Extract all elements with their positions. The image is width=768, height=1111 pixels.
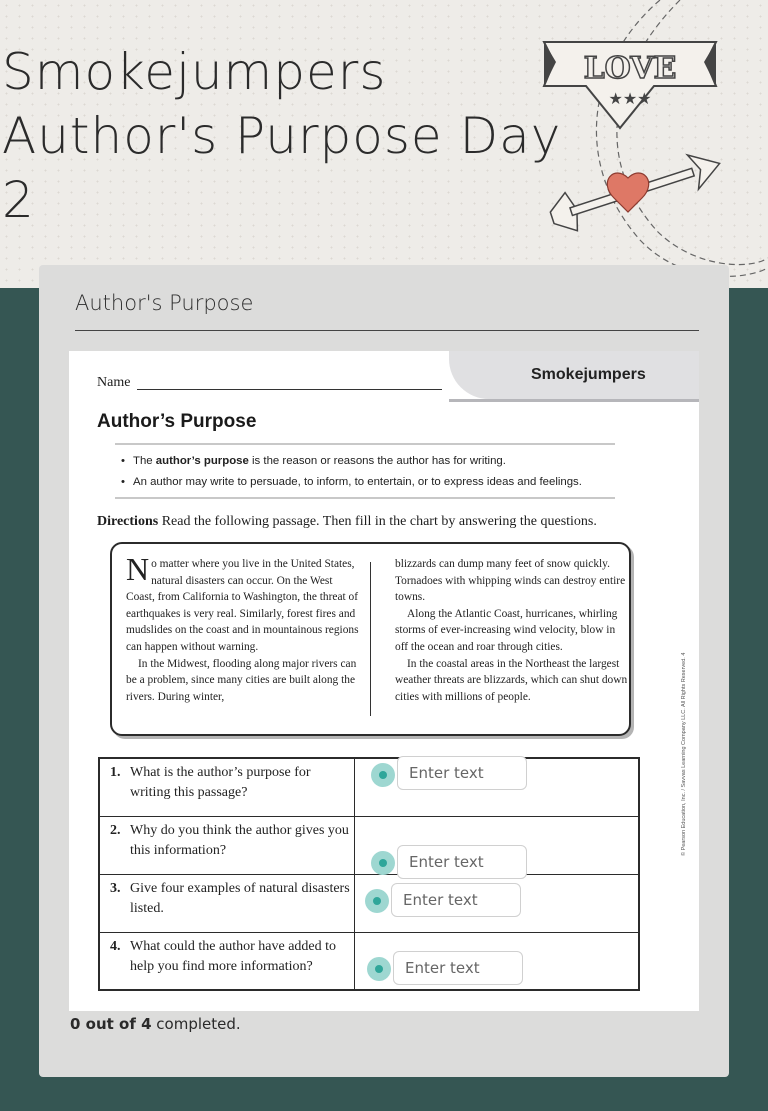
directions: Directions Read the following passage. Then fill in the chart by answering the questions.	[97, 514, 597, 529]
question-table	[98, 757, 640, 991]
answer-3-field[interactable]	[391, 883, 521, 917]
definition-bullet: • The author’s purpose is the reason or reasons the author has for writing.	[121, 455, 506, 467]
question-1: 1. What is the author’s purpose for writing this passage?	[110, 765, 311, 800]
heading-divider	[75, 330, 699, 331]
worksheet-title: Author’s Purpose	[97, 411, 257, 432]
activity-card	[39, 265, 729, 1077]
page-title: Smokejumpers Author's Purpose Day 2	[2, 43, 562, 229]
answer-2-hotspot[interactable]	[371, 851, 395, 875]
name-label: Name	[97, 375, 131, 390]
completion-status: 0 out of 4 completed.	[70, 1015, 241, 1033]
definition-bullet: • An author may write to persuade, to inform, to entertain, or to express ideas and feelings.	[121, 476, 582, 488]
name-line	[137, 389, 442, 390]
answer-1-hotspot[interactable]	[371, 763, 395, 787]
worksheet-tab-rule	[449, 399, 699, 402]
passage-divider	[370, 562, 371, 716]
heart-arrow-icon	[530, 0, 768, 285]
answer-1-field[interactable]	[397, 756, 527, 790]
worksheet-rule-bottom	[115, 497, 615, 499]
answer-4-hotspot[interactable]	[367, 957, 391, 981]
table-row	[100, 817, 638, 875]
question-2: 2. Why do you think the author gives you this information?	[110, 823, 349, 858]
answer-4-field[interactable]	[393, 951, 523, 985]
passage-column-left: No matter where you live in the United States, natural disasters can occur. On the West Coast, from California to Washington, the threat of earthquakes is very real. Similarly, forest fires and mudslides on the coast and in mountainous regions can happen without warning. In the Midwest, flooding along major rivers can be a problem, since many cities are built along the rivers. During winter,	[126, 551, 359, 703]
question-3: 3. Give four examples of natural disasters listed.	[110, 881, 350, 916]
definition-list	[121, 453, 582, 495]
passage-column-right: blizzards can dump many feet of snow quickly. Tornadoes with whipping winds can destroy entire towns. Along the Atlantic Coast, hurricanes, whirling storms of ever-increasing wind velocity, blow in off the ocean and roar through cities. In the coastal areas in the Northeast the largest weather threats are blizzards, which can shut down cities with millions of people.	[395, 558, 628, 703]
answer-2-field[interactable]	[397, 845, 527, 879]
worksheet-rule-top	[115, 443, 615, 445]
copyright-text: © Pearson Education, Inc. / Savvas Learning Company LLC. All Rights Reserved. 4	[681, 652, 687, 856]
passage-box	[110, 542, 631, 736]
answer-3-hotspot[interactable]	[365, 889, 389, 913]
table-row	[100, 759, 638, 817]
banner-stars: ★★★	[608, 89, 652, 108]
worksheet-brand: Smokejumpers	[531, 366, 646, 383]
drop-cap: N	[126, 551, 150, 587]
question-4: 4. What could the author have added to help you find more information?	[110, 939, 337, 974]
card-heading: Author's Purpose	[75, 291, 254, 315]
banner-text: LOVE	[583, 51, 677, 86]
worksheet-image	[69, 351, 699, 1011]
